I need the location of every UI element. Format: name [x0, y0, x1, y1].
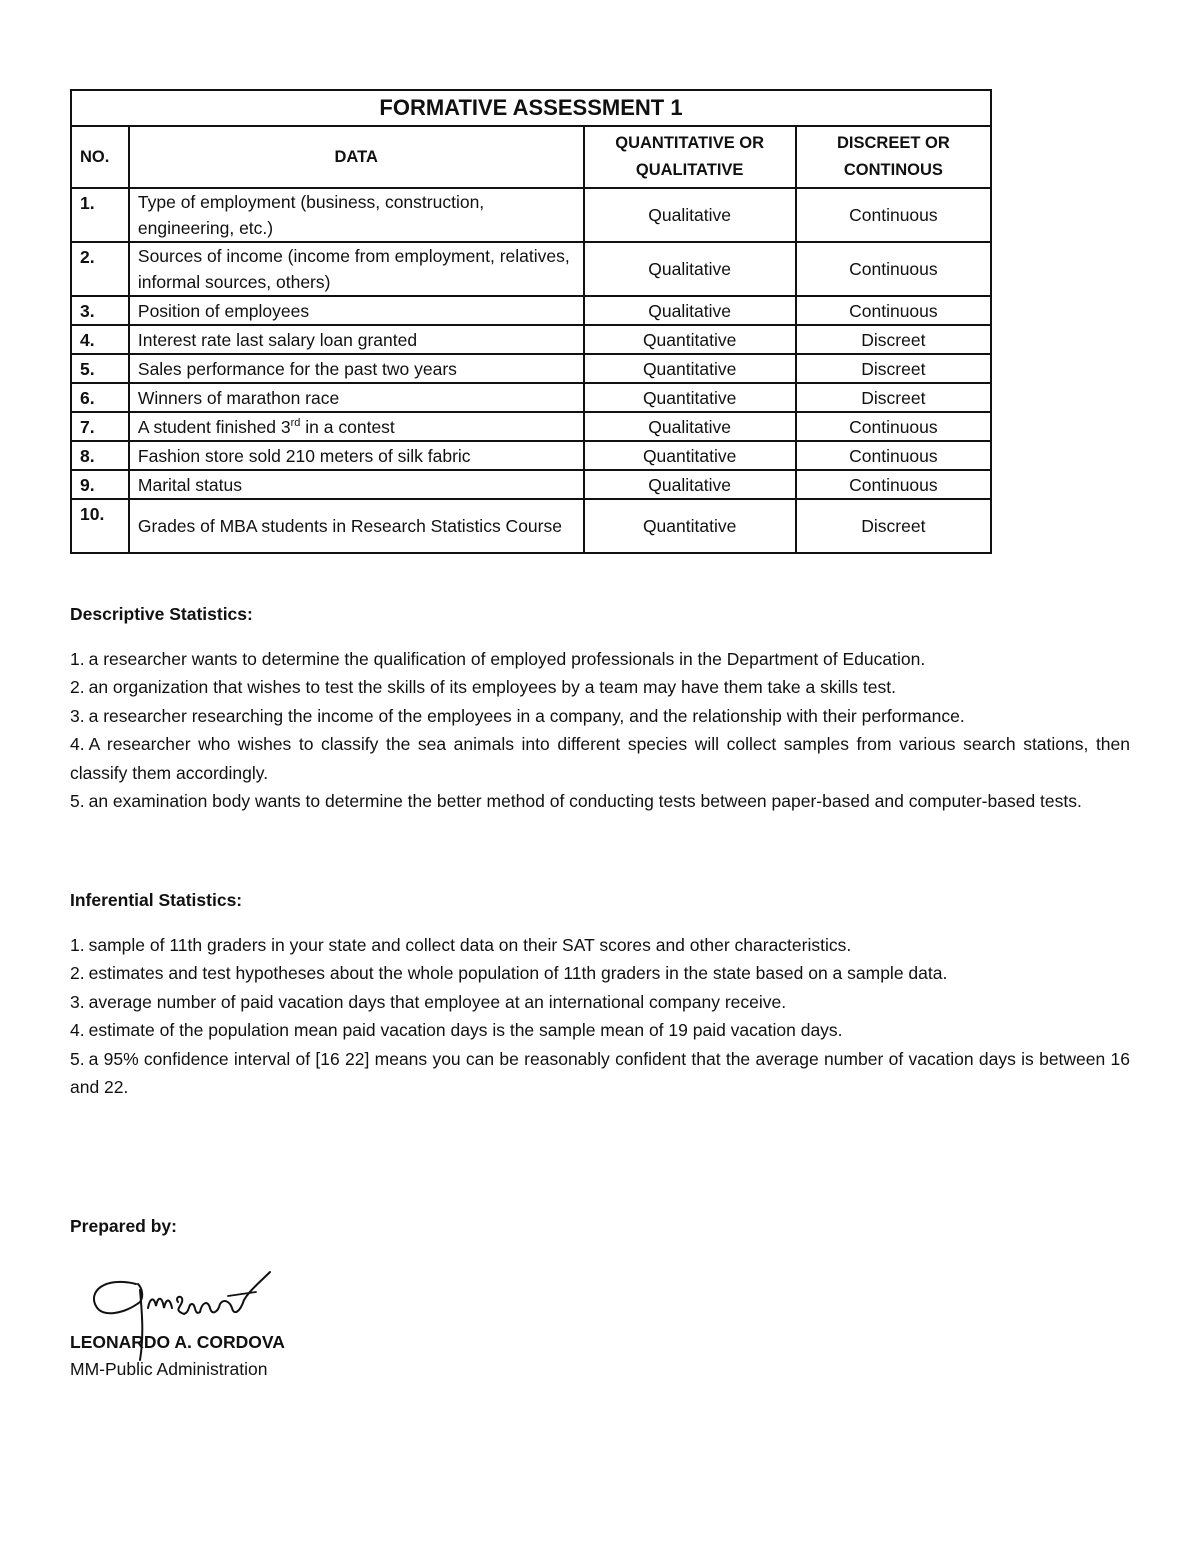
table-row [71, 188, 991, 242]
item-text: sample of 11th graders in your state and collect data on their SAT scores and other characteristics. [88, 934, 852, 955]
table-row [71, 325, 991, 354]
row-number: 7. [71, 412, 129, 441]
row-kind: Discreet [796, 354, 991, 383]
row-data: Winners of marathon race [129, 383, 584, 412]
row-kind: Continuous [796, 296, 991, 325]
row-type: Qualitative [584, 188, 796, 242]
row-data: Sales performance for the past two years [129, 354, 584, 383]
row-data: Type of employment (business, construction, engineering, etc.) [129, 188, 584, 242]
row-number: 1. [71, 188, 129, 242]
descriptive-statistics-title: Descriptive Statistics: [70, 604, 253, 624]
descriptive-statistics-section [70, 600, 1130, 816]
item-number: 1. [70, 648, 85, 669]
row-number: 10. [71, 499, 129, 553]
row-data: Fashion store sold 210 meters of silk fabric [129, 441, 584, 470]
formative-assessment-table [70, 89, 992, 554]
prepared-by-label: Prepared by: [70, 1216, 177, 1236]
list-item [70, 931, 1130, 960]
header-discreet-continous: DISCREET OR CONTINOUS [796, 126, 991, 188]
list-item [70, 645, 1130, 674]
header-data: DATA [129, 126, 584, 188]
header-quantitative-qualitative: QUANTITATIVE OR QUALITATIVE [584, 126, 796, 188]
table-row [71, 470, 991, 499]
row-type: Quantitative [584, 383, 796, 412]
item-text: estimates and test hypotheses about the whole population of 11th graders in the state based on a sample data. [88, 963, 948, 983]
row-number: 8. [71, 441, 129, 470]
table-header-row [71, 126, 991, 188]
list-item [70, 1045, 1130, 1102]
item-text: estimate of the population mean paid vacation days is the sample mean of 19 paid vacation days. [88, 1020, 843, 1040]
list-item [70, 730, 1130, 787]
table-row [71, 296, 991, 325]
item-number: 4. [70, 734, 85, 754]
list-item [70, 702, 1130, 731]
list-item [70, 787, 1130, 816]
row-number: 3. [71, 296, 129, 325]
row-type: Quantitative [584, 354, 796, 383]
row-type: Qualitative [584, 242, 796, 296]
item-number: 5. [70, 791, 85, 811]
table-row [71, 412, 991, 441]
row-type: Quantitative [584, 499, 796, 553]
item-number: 3. [70, 705, 85, 726]
row-data: Interest rate last salary loan granted [129, 325, 584, 354]
item-text: a researcher wants to determine the qualification of employed professionals in the Department of Education. [88, 648, 926, 669]
row-type: Quantitative [584, 325, 796, 354]
header-no: NO. [71, 126, 129, 188]
row-kind: Continuous [796, 242, 991, 296]
item-text: a researcher researching the income of the employees in a company, and the relationship with their performance. [88, 705, 965, 726]
row-data: Marital status [129, 470, 584, 499]
row-data [129, 412, 584, 441]
inferential-statistics-title: Inferential Statistics: [70, 890, 243, 910]
table-title: FORMATIVE ASSESSMENT 1 [71, 90, 991, 126]
item-number: 3. [70, 991, 85, 1012]
row-data-text-cont: in a contest [300, 416, 395, 437]
item-number: 1. [70, 934, 85, 955]
table-title-row [71, 90, 991, 126]
row-number: 5. [71, 354, 129, 383]
table-row [71, 383, 991, 412]
row-kind: Continuous [796, 412, 991, 441]
preparer-title: MM-Public Administration [70, 1359, 268, 1379]
row-type: Qualitative [584, 470, 796, 499]
row-kind: Continuous [796, 470, 991, 499]
row-number: 2. [71, 242, 129, 296]
row-kind: Discreet [796, 383, 991, 412]
item-text: an examination body wants to determine the better method of conducting tests between paper-based and computer-based tests. [88, 791, 1082, 811]
item-text: an organization that wishes to test the skills of its employees by a team may have them take a skills test. [88, 677, 896, 697]
item-number: 5. [70, 1048, 85, 1069]
list-item [70, 673, 1130, 702]
table-row [71, 499, 991, 553]
table-row [71, 242, 991, 296]
row-data: Position of employees [129, 296, 584, 325]
list-item [70, 1016, 1130, 1045]
row-number: 4. [71, 325, 129, 354]
row-data: Sources of income (income from employment, relatives, informal sources, others) [129, 242, 584, 296]
item-text: average number of paid vacation days that employee at an international company receive. [88, 991, 787, 1012]
item-text: A researcher who wishes to classify the sea animals into different species will collect samples from various search stations, then classify them accordingly. [70, 734, 1130, 783]
row-kind: Continuous [796, 188, 991, 242]
item-number: 2. [70, 677, 85, 697]
row-kind: Discreet [796, 499, 991, 553]
table-row [71, 354, 991, 383]
item-number: 2. [70, 963, 85, 983]
row-data: Grades of MBA students in Research Statistics Course [129, 499, 584, 553]
list-item [70, 988, 1130, 1017]
item-text: a 95% confidence interval of [16 22] means you can be reasonably confident that the average number of vacation days is between 16 and 22. [70, 1048, 1130, 1097]
row-type: Quantitative [584, 441, 796, 470]
row-type: Qualitative [584, 296, 796, 325]
row-type: Qualitative [584, 412, 796, 441]
item-number: 4. [70, 1020, 85, 1040]
ordinal-suffix: rd [290, 416, 301, 429]
inferential-statistics-section [70, 886, 1130, 1102]
list-item [70, 959, 1130, 988]
row-kind: Discreet [796, 325, 991, 354]
row-data-text: A student finished 3 [137, 416, 291, 437]
row-number: 6. [71, 383, 129, 412]
row-kind: Continuous [796, 441, 991, 470]
table-row [71, 441, 991, 470]
preparer-name: LEONARDO A. CORDOVA [70, 1332, 285, 1352]
row-number: 9. [71, 470, 129, 499]
